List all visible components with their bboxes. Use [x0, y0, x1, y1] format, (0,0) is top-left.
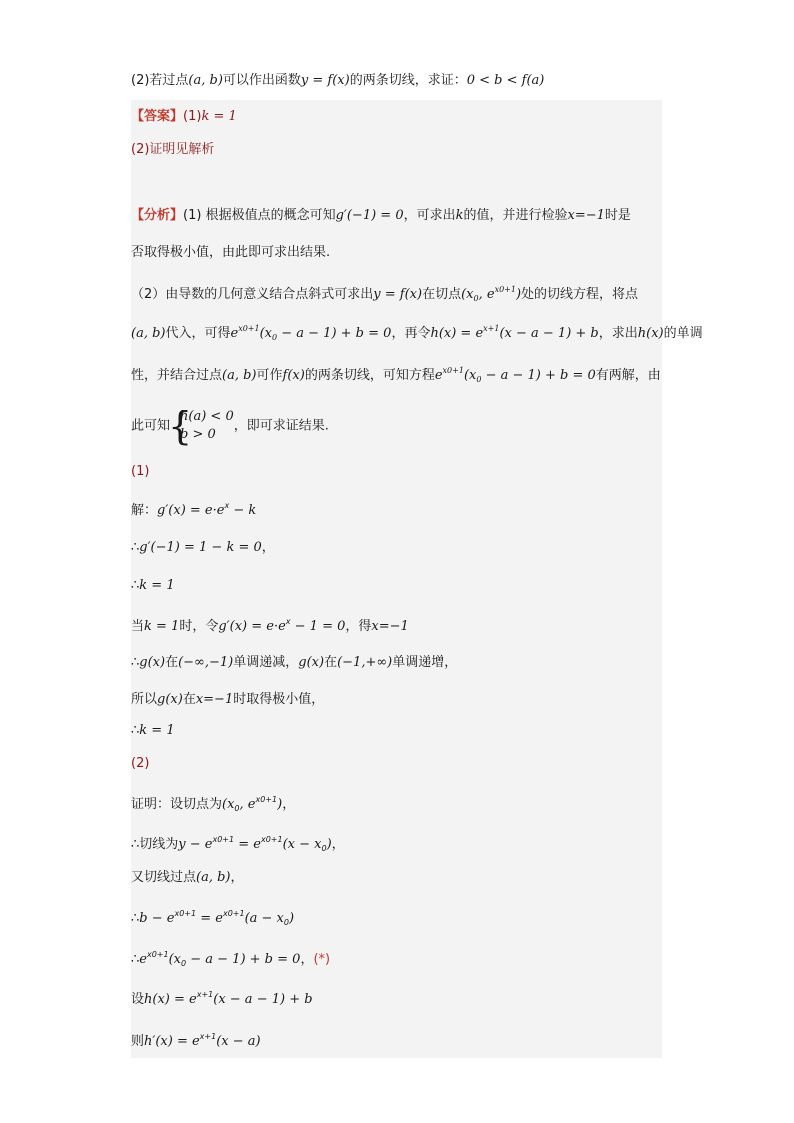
subscript: 0: [272, 333, 278, 342]
solution-part-2-label: [131, 755, 149, 773]
subscript: 0: [476, 375, 482, 384]
math: k = 1: [139, 723, 175, 738]
subscript: 0: [283, 918, 289, 927]
text: 时，令: [179, 619, 219, 634]
superscript: x+1: [199, 1032, 217, 1041]
solution-part-1-label: [131, 463, 149, 481]
text: ，: [331, 837, 345, 852]
superscript: x0+1: [212, 835, 235, 844]
text: 在: [182, 692, 196, 707]
q2-inequality: 0 < b < f(a): [466, 73, 545, 88]
math: (a, b): [222, 368, 257, 383]
solution-line-7: [131, 722, 175, 740]
answer-part2: (2)证明见解析: [131, 142, 215, 157]
equation-star-marker: (*): [313, 952, 331, 967]
superscript: x0+1: [238, 324, 260, 333]
math: h(x): [637, 326, 664, 341]
text: ，: [230, 870, 244, 885]
text: ∴: [131, 578, 140, 593]
superscript: x0+1: [174, 909, 197, 918]
text: ∴: [131, 952, 140, 967]
proof-line-2: [131, 831, 345, 858]
analysis-line-3: [131, 281, 638, 308]
solution-line-5: [131, 654, 457, 672]
solution-line-1: [131, 497, 256, 520]
math: ): [515, 287, 522, 302]
text: (1) 根据极值点的概念可知: [183, 208, 336, 223]
math: e: [139, 952, 147, 967]
text: 可作: [256, 368, 283, 383]
math: ): [326, 837, 332, 852]
math: h(x) = e: [144, 992, 197, 1007]
math: − 1 = 0: [290, 619, 346, 634]
text: 单调递减，: [233, 655, 299, 670]
text: 时取得极小值，: [233, 692, 325, 707]
solution-line-3: [131, 577, 175, 595]
solution-line-2: [131, 539, 275, 557]
math: y = f(x): [373, 287, 423, 302]
text: ，求出: [598, 326, 638, 341]
answer-line-1: [131, 108, 237, 126]
analysis-line-1: [131, 207, 631, 225]
proof-line-1: [131, 791, 295, 818]
text: ，: [261, 540, 275, 555]
text: 则: [131, 1034, 145, 1049]
math: (−∞,−1): [178, 655, 234, 670]
analysis-label: 【分析】: [131, 208, 184, 223]
math: , e: [478, 287, 495, 302]
text: 设: [131, 992, 145, 1007]
math: b − e: [139, 911, 175, 926]
text: 时是: [604, 208, 631, 223]
math: (x: [463, 368, 477, 383]
text: 代入，可得: [165, 326, 231, 341]
math: g′(−1) = 0: [335, 208, 404, 223]
math: e: [434, 368, 443, 383]
solution-line-6: [131, 691, 324, 709]
subscript: 0: [234, 804, 240, 813]
text: 单调递增，: [392, 655, 458, 670]
math: − a − 1) + b = 0: [481, 368, 596, 383]
text: 有两解，由: [595, 368, 661, 383]
text: 解：: [131, 503, 158, 518]
superscript: x+1: [196, 990, 214, 999]
tangent-point: [461, 287, 521, 302]
analysis-line-2: [131, 244, 330, 262]
text: (2): [131, 756, 150, 771]
text: ∴切线为: [131, 837, 179, 852]
math: (x: [461, 287, 474, 302]
subscript: 0: [321, 844, 327, 853]
math: g(x): [139, 655, 166, 670]
math: (x − x: [282, 837, 322, 852]
superscript: x0+1: [494, 285, 516, 294]
text: ∴: [131, 723, 140, 738]
proof-line-7: [131, 1028, 261, 1051]
math: { h(a) < 0: [180, 409, 234, 424]
math: (x − a − 1) + b: [499, 326, 599, 341]
text: ，即可求证结果.: [233, 418, 329, 434]
analysis-line-6: [131, 408, 329, 444]
superscript: x: [224, 501, 230, 510]
math: (−1,+∞): [337, 655, 393, 670]
math: = e: [234, 837, 261, 852]
answer-k: k = 1: [201, 109, 237, 124]
math: g(x): [298, 655, 325, 670]
text: ∴: [131, 540, 140, 555]
math: (a, b): [131, 326, 166, 341]
math: x=−1: [371, 619, 409, 634]
text: 否取得极小值，由此即可求出结果.: [131, 245, 331, 260]
math: = e: [196, 911, 223, 926]
math: − k: [229, 503, 257, 518]
math: − a − 1) + b = 0: [186, 952, 301, 967]
text: ∴: [131, 655, 140, 670]
math: x=−1: [195, 692, 234, 707]
proof-line-6: [131, 986, 313, 1009]
subscript: 0: [473, 294, 479, 303]
math: g(x): [157, 692, 183, 707]
superscript: x0+1: [146, 950, 169, 959]
math: (x − a): [216, 1034, 261, 1049]
text: 在切点: [422, 287, 462, 302]
q2-suffix: 的两条切线，求证：: [349, 73, 467, 88]
superscript: x: [285, 617, 291, 626]
superscript: x0+1: [442, 366, 464, 375]
math: − a − 1) + b = 0: [277, 326, 392, 341]
equation: [231, 326, 392, 341]
text: ，: [300, 952, 314, 967]
answer-label: 【答案】: [131, 109, 184, 124]
text: 的值，并进行检验: [463, 208, 568, 223]
superscript: x0+1: [222, 909, 245, 918]
text: ，: [282, 797, 296, 812]
math: (x: [168, 952, 182, 967]
text: 证明：设切点为: [131, 797, 223, 812]
text: 的单调: [663, 326, 703, 341]
text: 的两条切线，可知方程: [304, 368, 435, 383]
math: y − e: [178, 837, 213, 852]
text: （2）由导数的几何意义结合点斜式可求出: [131, 287, 374, 302]
proof-line-4: [131, 905, 294, 932]
q2-point: (a, b): [188, 73, 223, 88]
math: (a, b): [196, 870, 231, 885]
solution-line-4: [131, 613, 409, 636]
q2-prefix: (2)若过点: [131, 73, 189, 88]
text: 此可知: [131, 418, 171, 434]
text: 当: [131, 619, 145, 634]
superscript: x+1: [483, 324, 500, 333]
text: 又切线过点: [131, 870, 197, 885]
proof-line-3: [131, 869, 244, 887]
q2-mid: 可以作出函数: [222, 73, 301, 88]
analysis-line-5: [131, 362, 661, 389]
text: 处的切线方程，将点: [521, 287, 639, 302]
math: b > 0: [180, 427, 216, 442]
math: k = 1: [139, 578, 175, 593]
h-definition: [430, 326, 598, 341]
subscript: 0: [181, 959, 187, 968]
text: 所以: [131, 692, 158, 707]
text: ，再令: [391, 326, 431, 341]
math: x=−1: [567, 208, 605, 223]
math: (x: [259, 326, 273, 341]
text: 在: [324, 655, 338, 670]
superscript: x0+1: [260, 835, 283, 844]
text: 性，并结合过点: [131, 368, 223, 383]
text: ，可求出: [403, 208, 456, 223]
equation: [435, 368, 596, 383]
text: 在: [165, 655, 179, 670]
q2-function: y = f(x): [300, 73, 350, 88]
math: g′(−1) = 1 − k = 0: [139, 540, 262, 555]
math: g′(x) = e·e: [157, 503, 225, 518]
math: k = 1: [144, 619, 180, 634]
superscript: x0+1: [255, 795, 278, 804]
answer-line-2: [131, 141, 214, 159]
math: (a − x: [244, 911, 284, 926]
text: ∴: [131, 911, 140, 926]
math: h(x) = e: [430, 326, 484, 341]
math: g′(x) = e·e: [218, 619, 286, 634]
math: (x − a − 1) + b: [213, 992, 313, 1007]
text: (1): [131, 464, 150, 479]
proof-line-5: [131, 946, 330, 973]
math: ): [288, 911, 295, 926]
math: h′(x) = e: [144, 1034, 200, 1049]
math: (x: [222, 797, 235, 812]
system-of-inequalities: [170, 408, 234, 444]
analysis-line-4: [131, 320, 703, 347]
math: e: [230, 326, 239, 341]
math: ): [277, 797, 283, 812]
math: , e: [239, 797, 256, 812]
math: k: [455, 208, 464, 223]
text: ，得: [345, 619, 372, 634]
math: f(x): [282, 368, 305, 383]
question-2: [131, 72, 544, 90]
answer-part1: (1): [183, 109, 202, 124]
